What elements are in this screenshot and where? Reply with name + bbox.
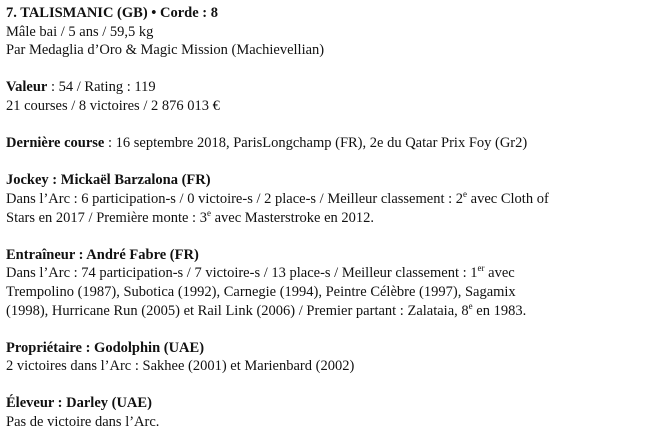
valeur-text: : 54 / Rating : 119 bbox=[47, 79, 156, 96]
breeder-text: Pas de victoire dans l’Arc. bbox=[6, 414, 160, 431]
jockey-line-2-sup: e bbox=[206, 207, 211, 218]
jockey-line-2 bbox=[6, 209, 644, 228]
career-stats: 21 courses / 8 victoires / 2 876 013 € bbox=[6, 97, 220, 114]
valeur-section bbox=[6, 78, 644, 115]
owner-text: 2 victoires dans l’Arc : Sakhee (2001) et Marienbard (2002) bbox=[6, 358, 355, 375]
owner-title: Propriétaire : Godolphin (UAE) bbox=[6, 339, 205, 356]
jockey-section bbox=[6, 171, 644, 227]
jockey-line-1-end: avec Cloth of bbox=[467, 190, 549, 207]
jockey-title: Jockey : Mickaël Barzalona (FR) bbox=[6, 172, 211, 189]
trainer-line-3-sup: e bbox=[468, 300, 473, 311]
trainer-title: Entraîneur : André Fabre (FR) bbox=[6, 246, 199, 263]
last-race-label: Dernière course bbox=[6, 135, 105, 152]
jockey-line-1-text: Dans l’Arc : 6 participation-s / 0 victoire-s / 2 place-s / Meilleur classement : 2 bbox=[6, 190, 464, 207]
valeur-label: Valeur bbox=[6, 79, 48, 96]
trainer-line-3-end: en 1983. bbox=[472, 302, 527, 319]
trainer-line-1-sup: er bbox=[477, 263, 485, 274]
trainer-line-3 bbox=[6, 302, 644, 321]
trainer-line-1-end: avec bbox=[484, 265, 515, 282]
jockey-line-2-end: avec Masterstroke en 2012. bbox=[210, 209, 375, 226]
trainer-line-1-text: Dans l’Arc : 74 participation-s / 7 victoire-s / 13 place-s / Meilleur classement : 1 bbox=[6, 265, 478, 282]
last-race-section bbox=[6, 134, 644, 153]
jockey-line-1-sup: e bbox=[463, 189, 468, 200]
breeder-section bbox=[6, 394, 644, 431]
trainer-line-1 bbox=[6, 264, 644, 283]
trainer-section bbox=[6, 246, 644, 320]
valeur-line bbox=[6, 78, 644, 97]
trainer-line-2: Trempolino (1987), Subotica (1992), Carnegie (1994), Peintre Célèbre (1997), Sagamix bbox=[6, 283, 516, 300]
owner-section bbox=[6, 339, 644, 376]
jockey-line-1 bbox=[6, 190, 644, 209]
horse-pedigree: Par Medaglia d’Oro & Magic Mission (Machievellian) bbox=[6, 42, 325, 59]
horse-title: 7. TALISMANIC (GB) • Corde : 8 bbox=[6, 5, 218, 21]
horse-section bbox=[6, 4, 644, 60]
horse-details: Mâle bai / 5 ans / 59,5 kg bbox=[6, 23, 154, 40]
last-race-text: : 16 septembre 2018, ParisLongchamp (FR), 2e du Qatar Prix Foy (Gr2) bbox=[104, 135, 528, 152]
jockey-line-2-text: Stars en 2017 / Première monte : 3 bbox=[6, 209, 207, 226]
breeder-title: Éleveur : Darley (UAE) bbox=[6, 395, 152, 412]
last-race-line bbox=[6, 134, 644, 153]
trainer-line-3-text: (1998), Hurricane Run (2005) et Rail Link (2006) / Premier partant : Zalataia, 8 bbox=[6, 302, 469, 319]
